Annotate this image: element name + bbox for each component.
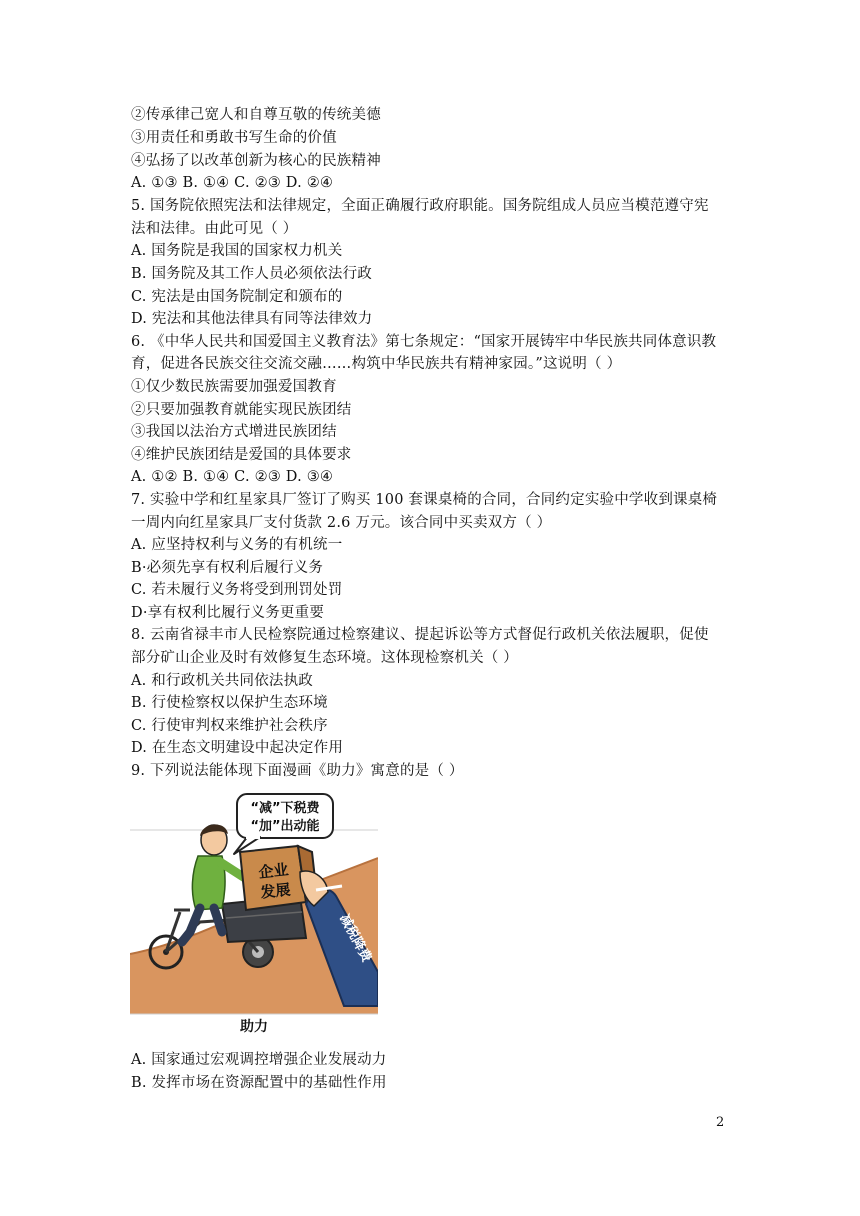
option-line: ②传承律己宽人和自尊互敬的传统美德 (131, 107, 381, 123)
option-line: ④弘扬了以改革创新为核心的民族精神 (131, 153, 381, 169)
bubble-text-1: “减”下税费 (250, 801, 320, 816)
answer-choices: A. ①② B. ①④ C. ②③ D. ③④ (131, 469, 334, 485)
question-6-stem: 育，促进各民族交往交流交融……构筑中华民族共有精神家园。”这说明（ ） (131, 356, 622, 372)
question-5-stem: 法和法律。由此可见（ ） (131, 221, 298, 237)
option-line: B. 国务院及其工作人员必须依法行政 (131, 266, 372, 282)
option-line: C. 行使审判权来维护社会秩序 (131, 718, 328, 734)
option-line: ③我国以法治方式增进民族团结 (131, 424, 337, 440)
question-6-stem: 6. 《中华人民共和国爱国主义教育法》第七条规定：“国家开展铸牢中华民族共同体意识教 (131, 334, 717, 350)
option-line: ④维护民族团结是爱国的具体要求 (131, 447, 352, 463)
option-line: A. 国家通过宏观调控增强企业发展动力 (131, 1052, 387, 1068)
question-7-stem: 7. 实验中学和红星家具厂签订了购买 100 套课桌椅的合同，合同约定实验中学收到课桌椅 (131, 492, 718, 508)
question-8-stem: 8. 云南省禄丰市人民检察院通过检察建议、提起诉讼等方式督促行政机关依法履职，促使 (131, 627, 709, 643)
option-line: D. 宪法和其他法律具有同等法律效力 (131, 311, 373, 327)
option-line: ②只要加强教育就能实现民族团结 (131, 402, 352, 418)
cartoon-caption: 助力 (240, 1019, 268, 1035)
answer-choices: A. ①③ B. ①④ C. ②③ D. ②④ (131, 175, 334, 191)
option-line: A. 国务院是我国的国家权力机关 (131, 243, 343, 259)
question-9-stem: 9. 下列说法能体现下面漫画《助力》寓意的是（ ） (131, 763, 464, 779)
option-line: B. 发挥市场在资源配置中的基础性作用 (131, 1075, 387, 1091)
option-line: D·享有权利比履行义务更重要 (131, 605, 325, 621)
sleeve-text: 减税降费 (336, 911, 374, 965)
option-line: A. 和行政机关共同依法执政 (131, 673, 313, 689)
option-line: ①仅少数民族需要加强爱国教育 (131, 379, 337, 395)
option-line: C. 若未履行义务将受到刑罚处罚 (131, 582, 343, 598)
option-line: C. 宪法是由国务院制定和颁布的 (131, 289, 343, 305)
page-number: 2 (716, 1115, 725, 1130)
question-8-stem: 部分矿山企业及时有效修复生态环境。这体现检察机关（ ） (131, 650, 519, 666)
box-text-2: 发展 (259, 880, 292, 902)
bubble-text-2: “加”出动能 (250, 819, 320, 834)
box-text-1: 企业 (257, 860, 290, 882)
option-line: ③用责任和勇敢书写生命的价值 (131, 130, 337, 146)
option-line: B·必须先享有权利后履行义务 (131, 560, 324, 576)
question-7-stem: 一周内向红星家具厂支付货款 2.6 万元。该合同中买卖双方（ ） (131, 515, 552, 531)
option-line: D. 在生态文明建设中起决定作用 (131, 740, 344, 756)
question-5-stem: 5. 国务院依照宪法和法律规定，全面正确履行政府职能。国务院组成人员应当模范遵守宪 (131, 198, 709, 214)
option-line: A. 应坚持权利与义务的有机统一 (131, 537, 343, 553)
cartoon-illustration (130, 792, 378, 1016)
option-line: B. 行使检察权以保护生态环境 (131, 695, 328, 711)
